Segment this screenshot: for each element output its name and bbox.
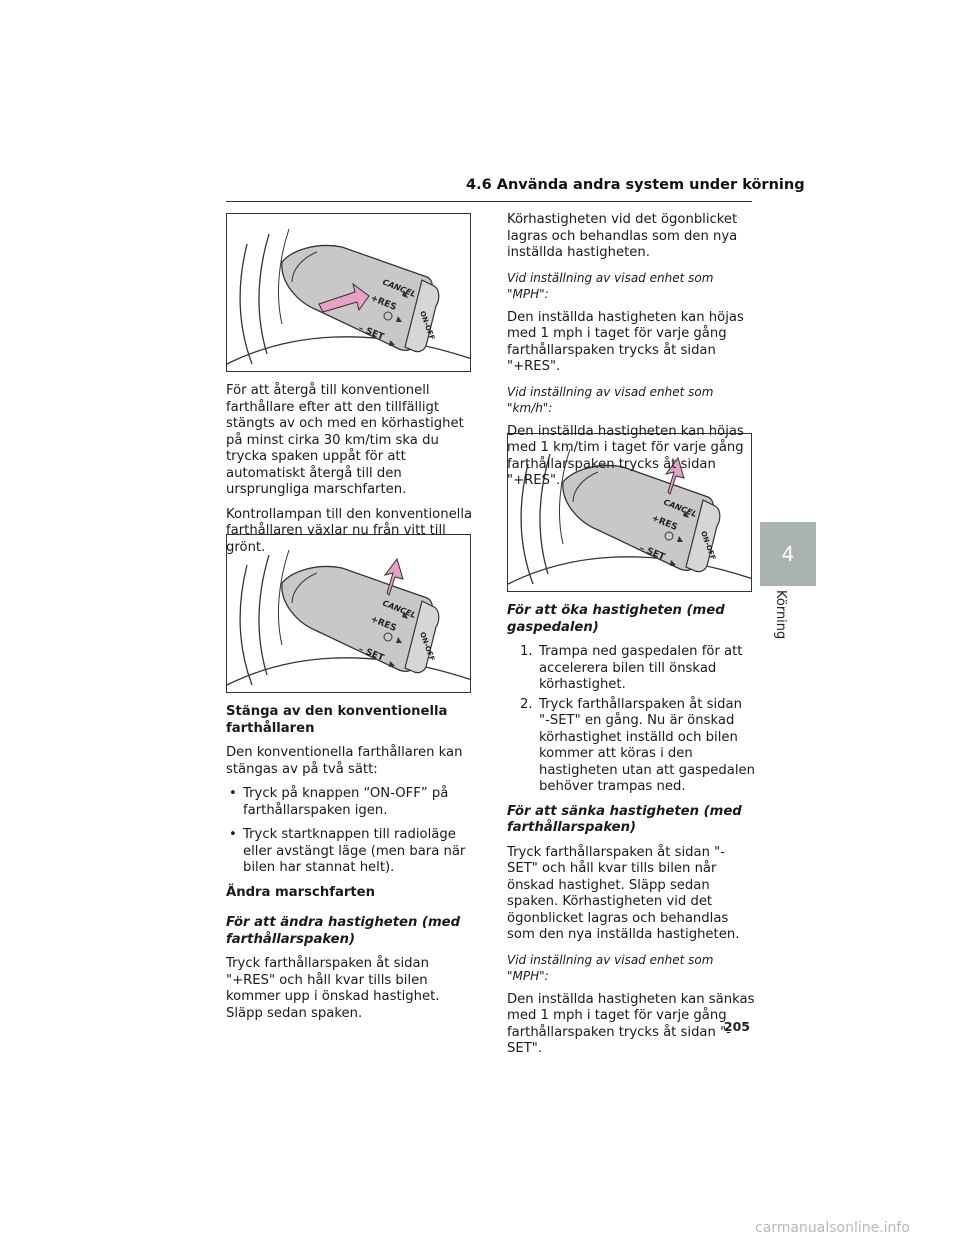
step-text: Trampa ned gaspedalen för att accelerera bilen till önskad körhastighet. — [539, 644, 743, 692]
list-item — [507, 697, 755, 796]
step-number: 1. — [520, 644, 533, 659]
left-column-top — [226, 383, 476, 564]
right-column-bottom — [507, 603, 755, 1066]
change-lever-paragraph: Tryck farthållarspaken åt sidan "+RES" och håll kvar tills bilen kommer upp i önskad hastighet. Släpp sedan spaken. — [226, 956, 440, 1021]
indicator-paragraph: Kontrollampan till den konventionella farthållaren växlar nu från vitt till grönt. — [226, 506, 473, 555]
subheading-change-lever: För att ändra hastigheten (med farthållarspaken) — [226, 915, 461, 947]
list-item: • Tryck startknappen till radioläge eller avstängt läge (men bara när bilen har stannat helt). — [226, 827, 476, 877]
list-item: • Tryck på knappen “ON-OFF” på farthållarspaken igen. — [226, 786, 476, 819]
right-column-top — [507, 212, 755, 498]
subheading-decrease: För att sänka hastigheten (med farthållarspaken) — [507, 803, 742, 835]
list-item — [507, 644, 755, 694]
kmh-increase-paragraph: Den inställda hastigheten kan höjas med 1 km/tim i taget för varje gång farthållarspaken trycks åt sidan "+RES". — [507, 423, 744, 488]
mph-condition-1: Vid inställning av visad enhet som "MPH": — [507, 270, 714, 301]
step-number: 2. — [520, 696, 533, 712]
page-number: 205 — [723, 1019, 750, 1034]
accelerator-steps — [507, 644, 755, 796]
turn-off-intro: Den konventionella farthållaren kan stängas av på två sätt: — [226, 745, 463, 777]
heading-turn-off: Stänga av den konventionella farthållaren — [226, 704, 448, 736]
mph-increase-paragraph: Den inställda hastigheten kan höjas med 1 mph i taget för varje gång farthållarspaken trycks åt sidan "+RES". — [507, 309, 744, 374]
kmh-condition: Vid inställning av visad enhet som "km/h": — [507, 384, 714, 415]
subheading-accelerator: För att öka hastigheten (med gaspedalen) — [507, 603, 725, 635]
watermark: carmanualsonline.info — [755, 1220, 910, 1236]
mph-condition-2: Vid inställning av visad enhet som "MPH": — [507, 952, 714, 983]
mph-decrease-paragraph: Den inställda hastigheten kan sänkas med 1 mph i taget för varje gång farthållarspaken trycks åt sidan "-SET". — [507, 991, 755, 1056]
chapter-tab[interactable]: 4 — [760, 522, 816, 586]
step-text: Tryck farthållarspaken åt sidan "-SET" en gång. Nu är önskad körhastighet inställd och bilen kommer att köras i den hastigheten utan att gaspedalen behöver trampas ned. — [539, 696, 755, 794]
header-rule — [226, 201, 752, 202]
section-header: 4.6 Använda andra system under körning — [466, 177, 805, 193]
chapter-label: Körning — [773, 590, 788, 640]
lever-figure-pull — [226, 213, 471, 372]
left-column-bottom — [226, 704, 476, 1030]
turn-off-list — [226, 786, 476, 877]
decrease-paragraph: Tryck farthållarspaken åt sidan "-SET" och håll kvar tills bilen når önskad hastighet. Släpp sedan spaken. Körhastigheten vid det ögonblicket lagras och behandlas som den nya inställda hastigheten. — [507, 844, 740, 942]
stored-speed-paragraph: Körhastigheten vid det ögonblicket lagras och behandlas som den nya inställda hastigheten. — [507, 212, 738, 260]
resume-paragraph: För att återgå till konventionell farthållare efter att den tillfälligt stängts av och med en körhastighet på minst cirka 30 km/tim ska du trycka spaken uppåt för att automatiskt återgå till den ursprungliga marschfarten. — [226, 383, 464, 497]
heading-change-speed: Ändra marschfarten — [226, 884, 376, 900]
